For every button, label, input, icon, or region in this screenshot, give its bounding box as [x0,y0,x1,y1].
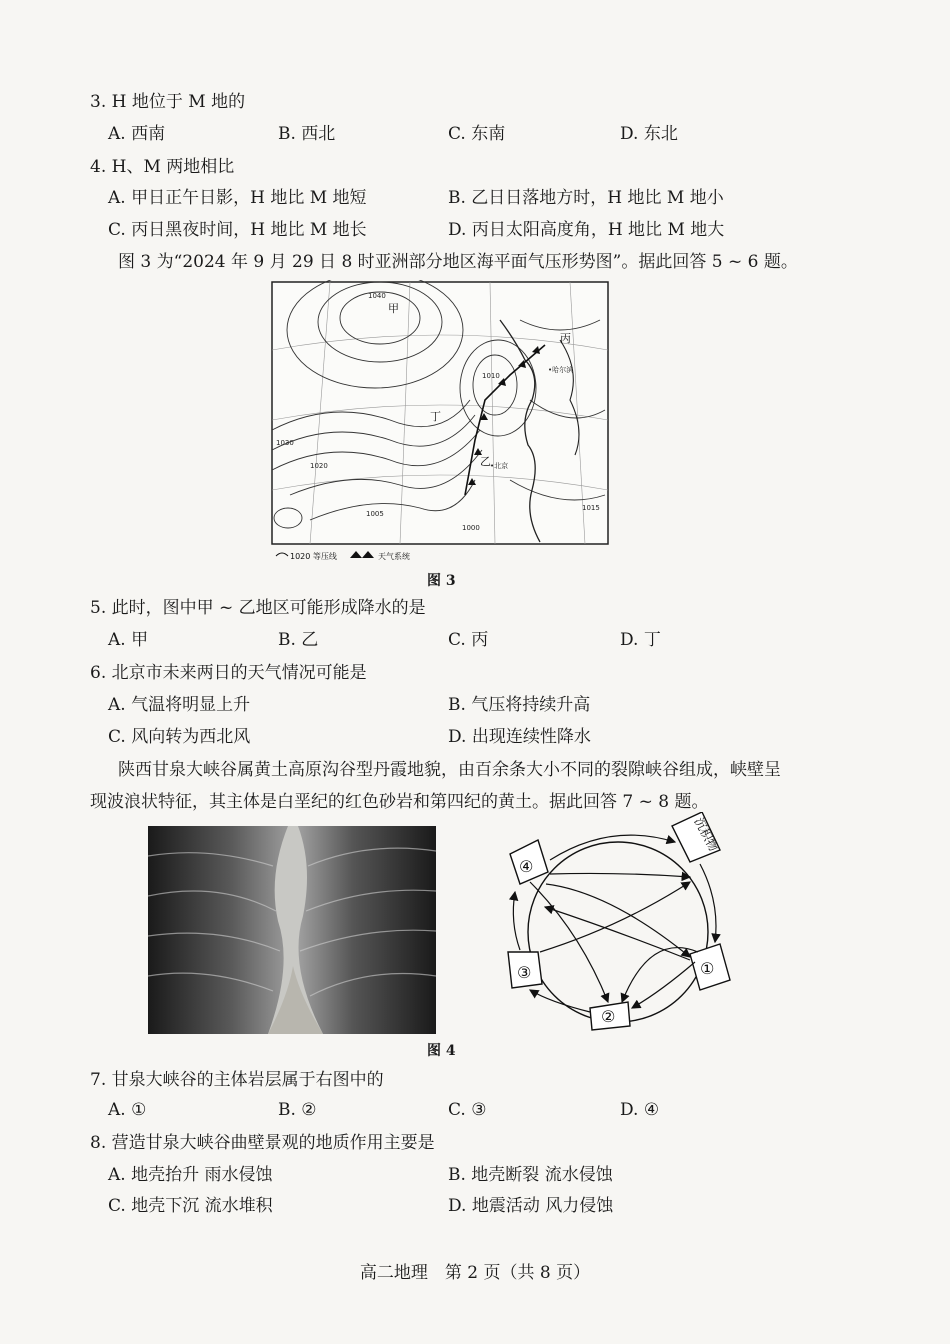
question-8-option-b: B. 地壳断裂 流水侵蚀 [448,1165,613,1185]
map-label-jia: 甲 [388,302,399,315]
question-6-option-a: A. 气温将明显上升 [108,695,251,715]
question-4-option-b: B. 乙日日落地方时，H 地比 M 地小 [448,188,724,208]
question-6-option-b: B. 气压将持续升高 [448,695,591,715]
question-4-option-c: C. 丙日黑夜时间，H 地比 M 地长 [108,220,367,240]
cycle-node-1: ① [700,959,715,978]
cycle-node-2: ② [601,1007,616,1026]
map-label-ding: 丁 [430,410,441,423]
cycle-node-sediment: 沉积物 [691,815,721,854]
question-3-stem: 3. H 地位于 M 地的 [90,92,246,112]
question-4-option-a: A. 甲日正午日影，H 地比 M 地短 [108,188,367,208]
map-label-bing: 丙 [560,332,571,345]
question-5-option-d: D. 丁 [620,630,661,650]
question-5-stem: 5. 此时，图中甲 ~ 乙地区可能形成降水的是 [90,598,426,618]
question-6-option-d: D. 出现连续性降水 [448,727,591,747]
isobar-1005-label: 1005 [366,510,384,518]
question-7-stem: 7. 甘泉大峡谷的主体岩层属于右图中的 [90,1070,384,1090]
legend-isobar: 1020 等压线 [290,552,337,561]
question-6-option-c: C. 风向转为西北风 [108,727,251,747]
rock-cycle-diagram [490,812,750,1034]
isobar-1000-label: 1000 [462,524,480,532]
question-5-option-b: B. 乙 [278,630,319,650]
figure-3-caption: 图 3 [427,573,456,589]
question-3-option-b: B. 西北 [278,124,336,144]
figure-4-intro-line-1: 陕西甘泉大峡谷属黄土高原沟谷型丹霞地貌，由百余条大小不同的裂隙峡谷组成，峡壁呈 [118,760,781,780]
figure-3-intro: 图 3 为“2024 年 9 月 29 日 8 时亚洲部分地区海平面气压形势图”。据此回答 5 ~ 6 题。 [118,252,798,272]
question-7-option-d: D. ④ [620,1100,660,1120]
figure-4-caption: 图 4 [427,1043,456,1059]
figure-4-intro-line-2: 现波浪状特征，其主体是白垩纪的红色砂岩和第四纪的黄土。据此回答 7 ~ 8 题。 [90,792,709,812]
question-7-option-a: A. ① [108,1100,147,1120]
question-6-stem: 6. 北京市未来两日的天气情况可能是 [90,663,367,683]
isobar-1020-label: 1020 [310,462,328,470]
question-3-option-c: C. 东南 [448,124,506,144]
question-8-option-c: C. 地壳下沉 流水堆积 [108,1196,273,1216]
cycle-node-3: ③ [517,963,532,982]
legend-front: 天气系统 [378,552,410,561]
canyon-photo [148,826,436,1034]
pressure-map [270,280,610,565]
cycle-node-4: ④ [519,857,534,876]
isobar-1040-label: 1040 [368,292,386,300]
question-4-option-d: D. 丙日太阳高度角，H 地比 M 地大 [448,220,725,240]
question-7-option-c: C. ③ [448,1100,487,1120]
map-label-yi: 乙 [480,455,491,468]
isobar-1015-label: 1015 [582,504,600,512]
question-5-option-c: C. 丙 [448,630,489,650]
isobar-1010-label: 1010 [482,372,500,380]
question-8-option-a: A. 地壳抬升 雨水侵蚀 [108,1165,273,1185]
question-7-option-b: B. ② [278,1100,317,1120]
isobar-1030-label: 1030 [276,439,294,447]
question-3-option-a: A. 西南 [108,124,166,144]
map-city-northeast: •哈尔滨 [548,366,574,374]
question-3-option-d: D. 东北 [620,124,678,144]
question-5-option-a: A. 甲 [108,630,149,650]
question-8-option-d: D. 地震活动 风力侵蚀 [448,1196,614,1216]
question-8-stem: 8. 营造甘泉大峡谷曲壁景观的地质作用主要是 [90,1133,435,1153]
page-footer: 高二地理 第 2 页（共 8 页） [359,1263,591,1283]
map-city-beijing: •北京 [490,462,509,470]
question-4-stem: 4. H、M 两地相比 [90,157,235,177]
